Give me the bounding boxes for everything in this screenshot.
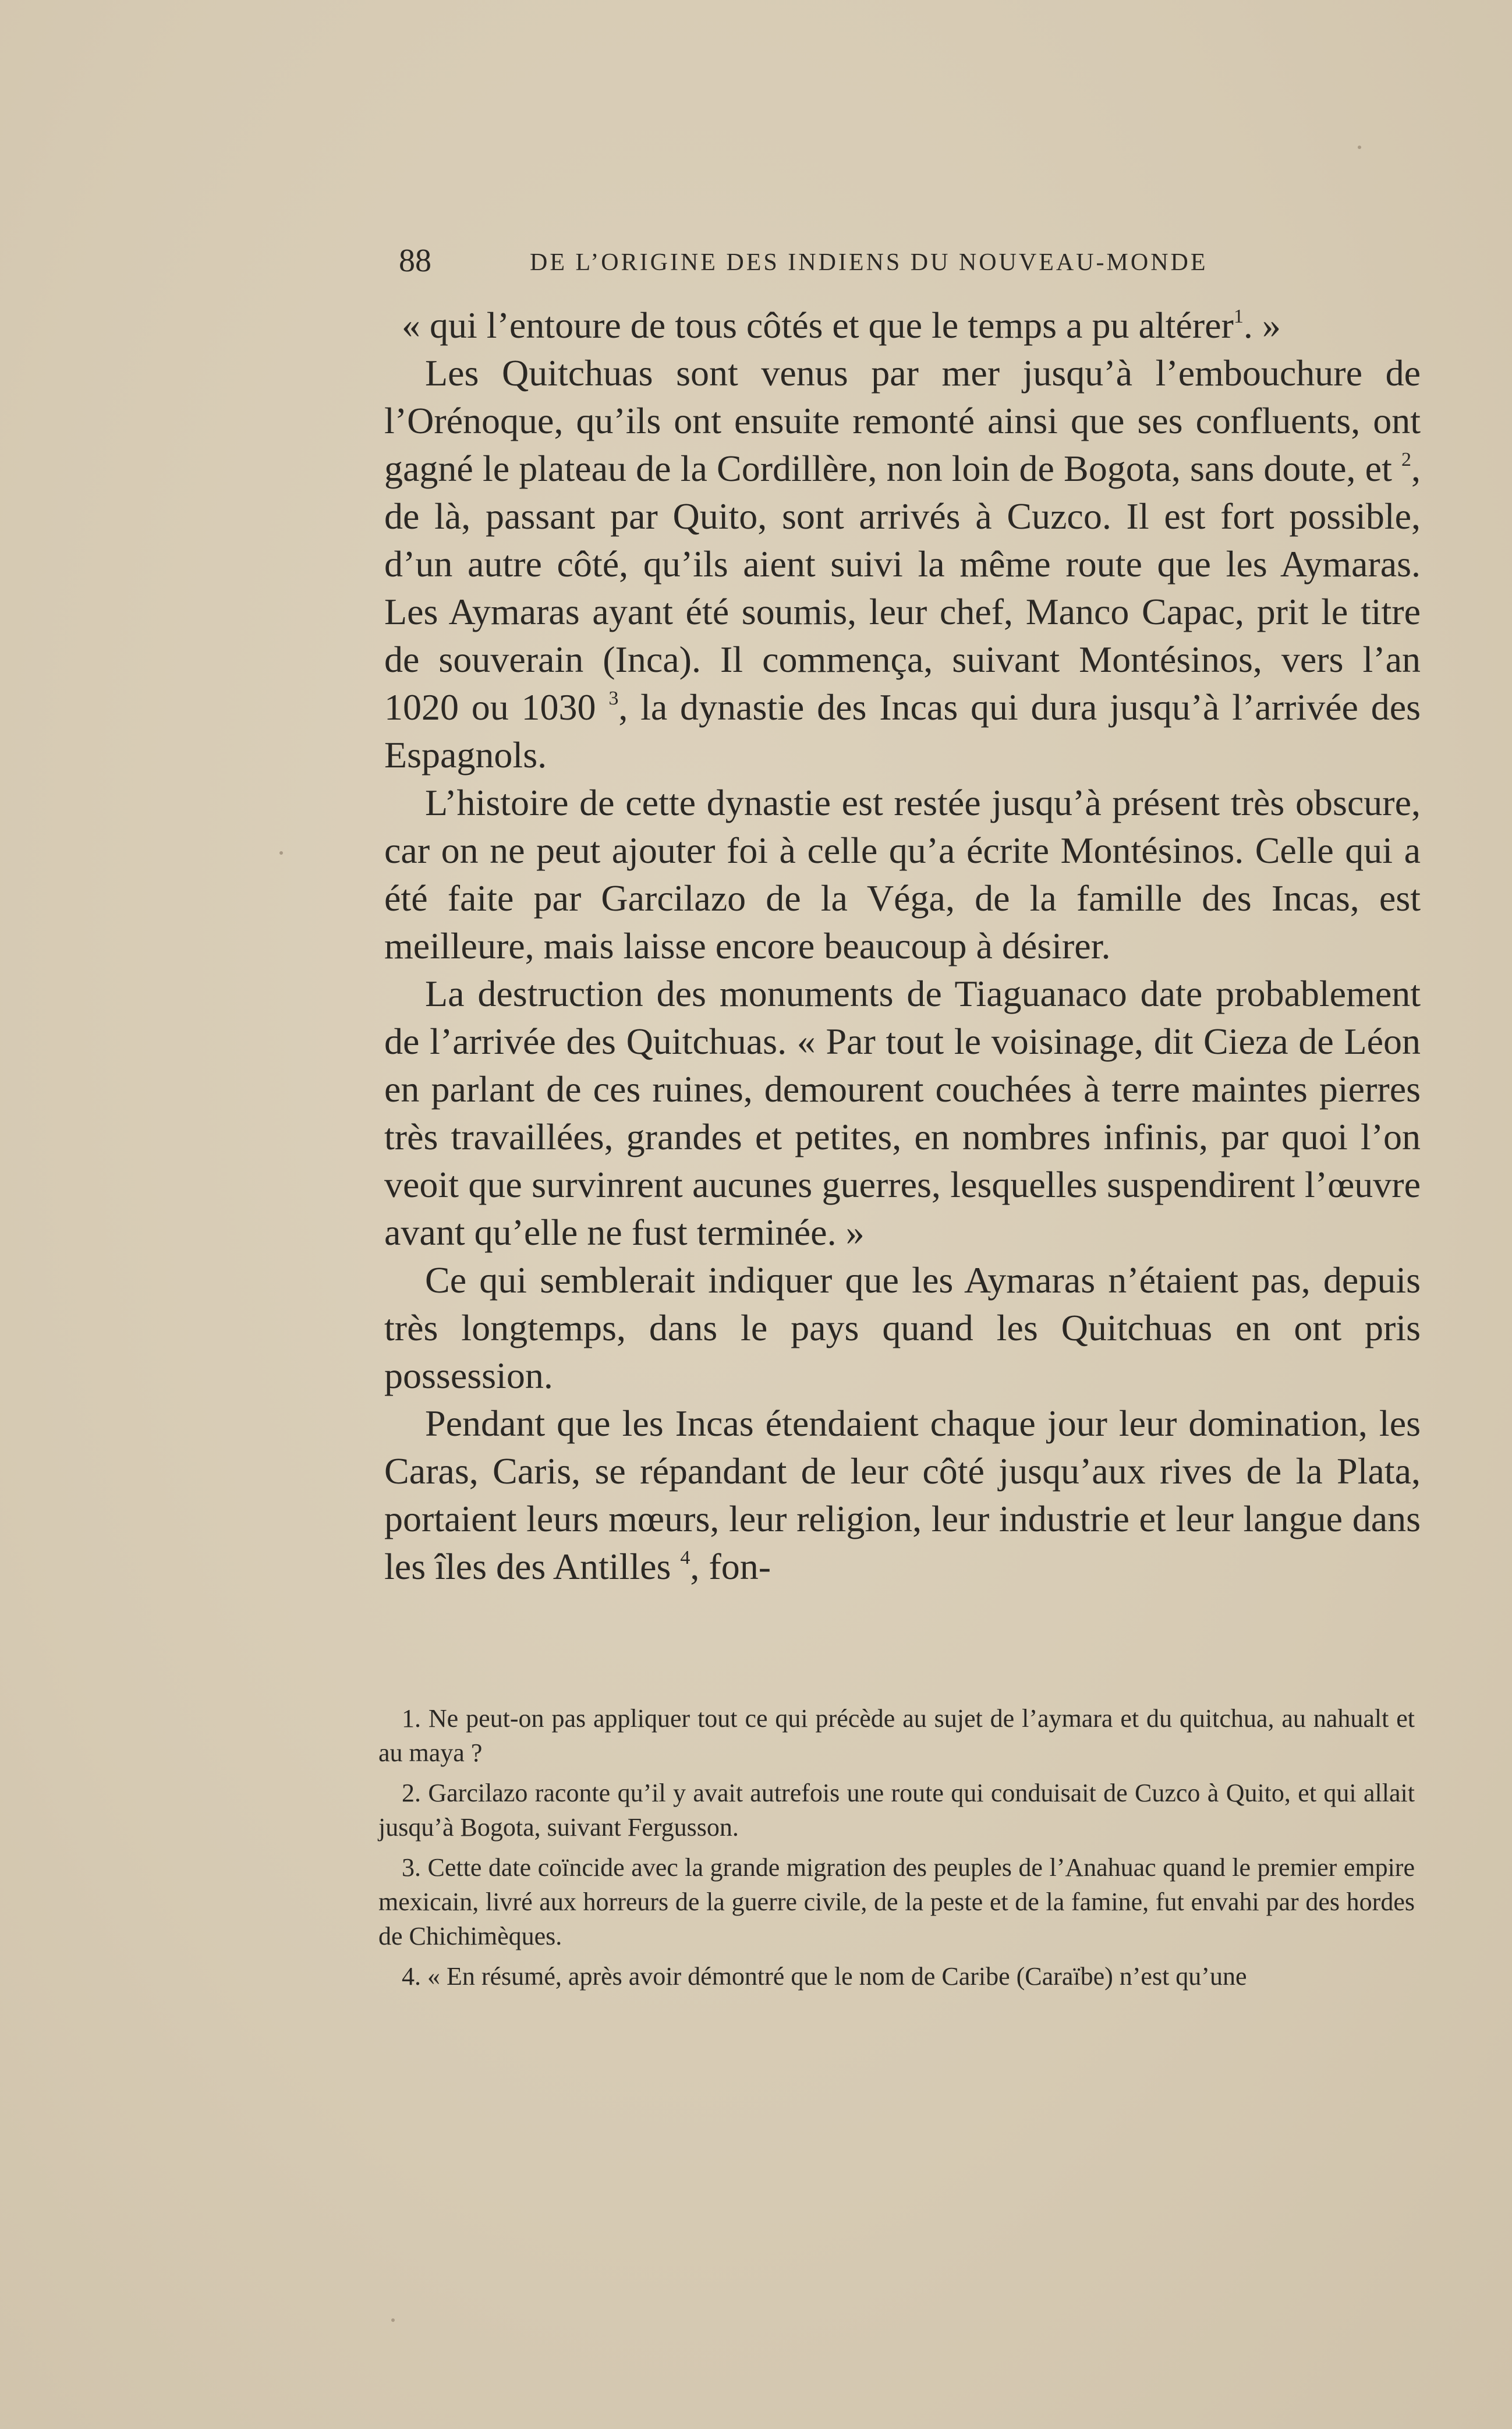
- paragraph-1-text: « qui l’entoure de tous côtés et que le temps a pu altérer: [402, 304, 1234, 346]
- paragraph-6-tail: , fon-: [690, 1546, 771, 1587]
- footnote-ref-4: 4: [680, 1547, 691, 1568]
- paragraph-2-part-b: , de là, passant par Quito, sont arrivés à Cuzco. Il est fort possible, d’un autre côté, qu’ils aient suivi la même route que les Aymaras. Les Aymaras ayant été soumis, leur chef, Manco Capac, prit le titre de souverain (Inca). Il commença, suivant Montésinos, vers l’an 1020 ou 1030: [384, 448, 1421, 728]
- paper-speck: [1358, 146, 1361, 149]
- footnote-ref-1: 1: [1233, 306, 1244, 327]
- paragraph-5: Ce qui semblerait indiquer que les Aymaras n’étaient pas, depuis très longtemps, dans le pays quand les Quitchuas en ont pris possession.: [384, 1259, 1421, 1396]
- paragraph-4: La destruction des monuments de Tiaguanaco date probablement de l’arrivée des Quitchuas. « Par tout le voisinage, dit Cieza de Léon en parlant de ces ruines, demourent couchées à terre maintes pierres très travaillées, grandes et petites, en nombres infinis, par quoi l’on veoit que survinrent aucunes guerres, lesquelles suspendirent l’œuvre avant qu’elle ne fust terminée. »: [384, 973, 1421, 1253]
- paragraph-1: [384, 302, 1421, 349]
- footnotes: [378, 1701, 1415, 1999]
- footnote-ref-2: 2: [1401, 449, 1412, 470]
- footnote-2: 2. Garcilazo raconte qu’il y avait autrefois une route qui conduisait de Cuzco à Quito, et qui allait jusqu’à Bogota, suivant Fergusson.: [378, 1779, 1415, 1842]
- main-text: [384, 302, 1421, 1591]
- paragraph-6-text: Pendant que les Incas étendaient chaque jour leur domination, les Caras, Caris, se répandant de leur côté jusqu’aux rives de la Plata, portaient leurs mœurs, leur religion, leur industrie et leur langue dans les îles des Antilles: [384, 1403, 1421, 1587]
- paper-speck: [279, 851, 283, 855]
- paragraph-2-part-a: Les Quitchuas sont venus par mer jusqu’à l’embouchure de l’Orénoque, qu’ils ont ensuite remonté ainsi que ses confluents, ont gagné le plateau de la Cordillère, non loin de Bogota, sans doute, et: [384, 352, 1421, 489]
- running-title: DE L’ORIGINE DES INDIENS DU NOUVEAU-MONDE: [530, 249, 1208, 276]
- page-header: [399, 238, 1412, 284]
- footnote-ref-3: 3: [608, 688, 619, 709]
- paper-speck: [391, 2318, 395, 2322]
- paragraph-6: [384, 1400, 1421, 1591]
- page-number: 88: [399, 243, 431, 279]
- paragraph-3: L’histoire de cette dynastie est restée jusqu’à présent très obscure, car on ne peut ajouter foi à celle qu’a écrite Montésinos. Celle qui a été faite par Garcilazo de la Véga, de la famille des Incas, est meilleure, mais laisse encore beaucoup à désirer.: [384, 782, 1421, 966]
- footnote-1: 1. Ne peut-on pas appliquer tout ce qui précède au sujet de l’aymara et du quitchua, au nahualt et au maya ?: [378, 1704, 1415, 1767]
- paragraph-2: [384, 349, 1421, 779]
- paragraph-1-tail: . »: [1243, 304, 1281, 346]
- footnote-3: 3. Cette date coïncide avec la grande migration des peuples de l’Anahuac quand le premier empire mexicain, livré aux horreurs de la guerre civile, de la peste et de la famine, fut envahi par des hordes de Chichimèques.: [378, 1853, 1415, 1950]
- footnote-4: 4. « En résumé, après avoir démontré que le nom de Caribe (Caraïbe) n’est qu’une: [402, 1962, 1247, 1991]
- paragraph-2-part-c: , la dynastie des Incas qui dura jusqu’à l’arrivée des Espagnols.: [384, 686, 1421, 776]
